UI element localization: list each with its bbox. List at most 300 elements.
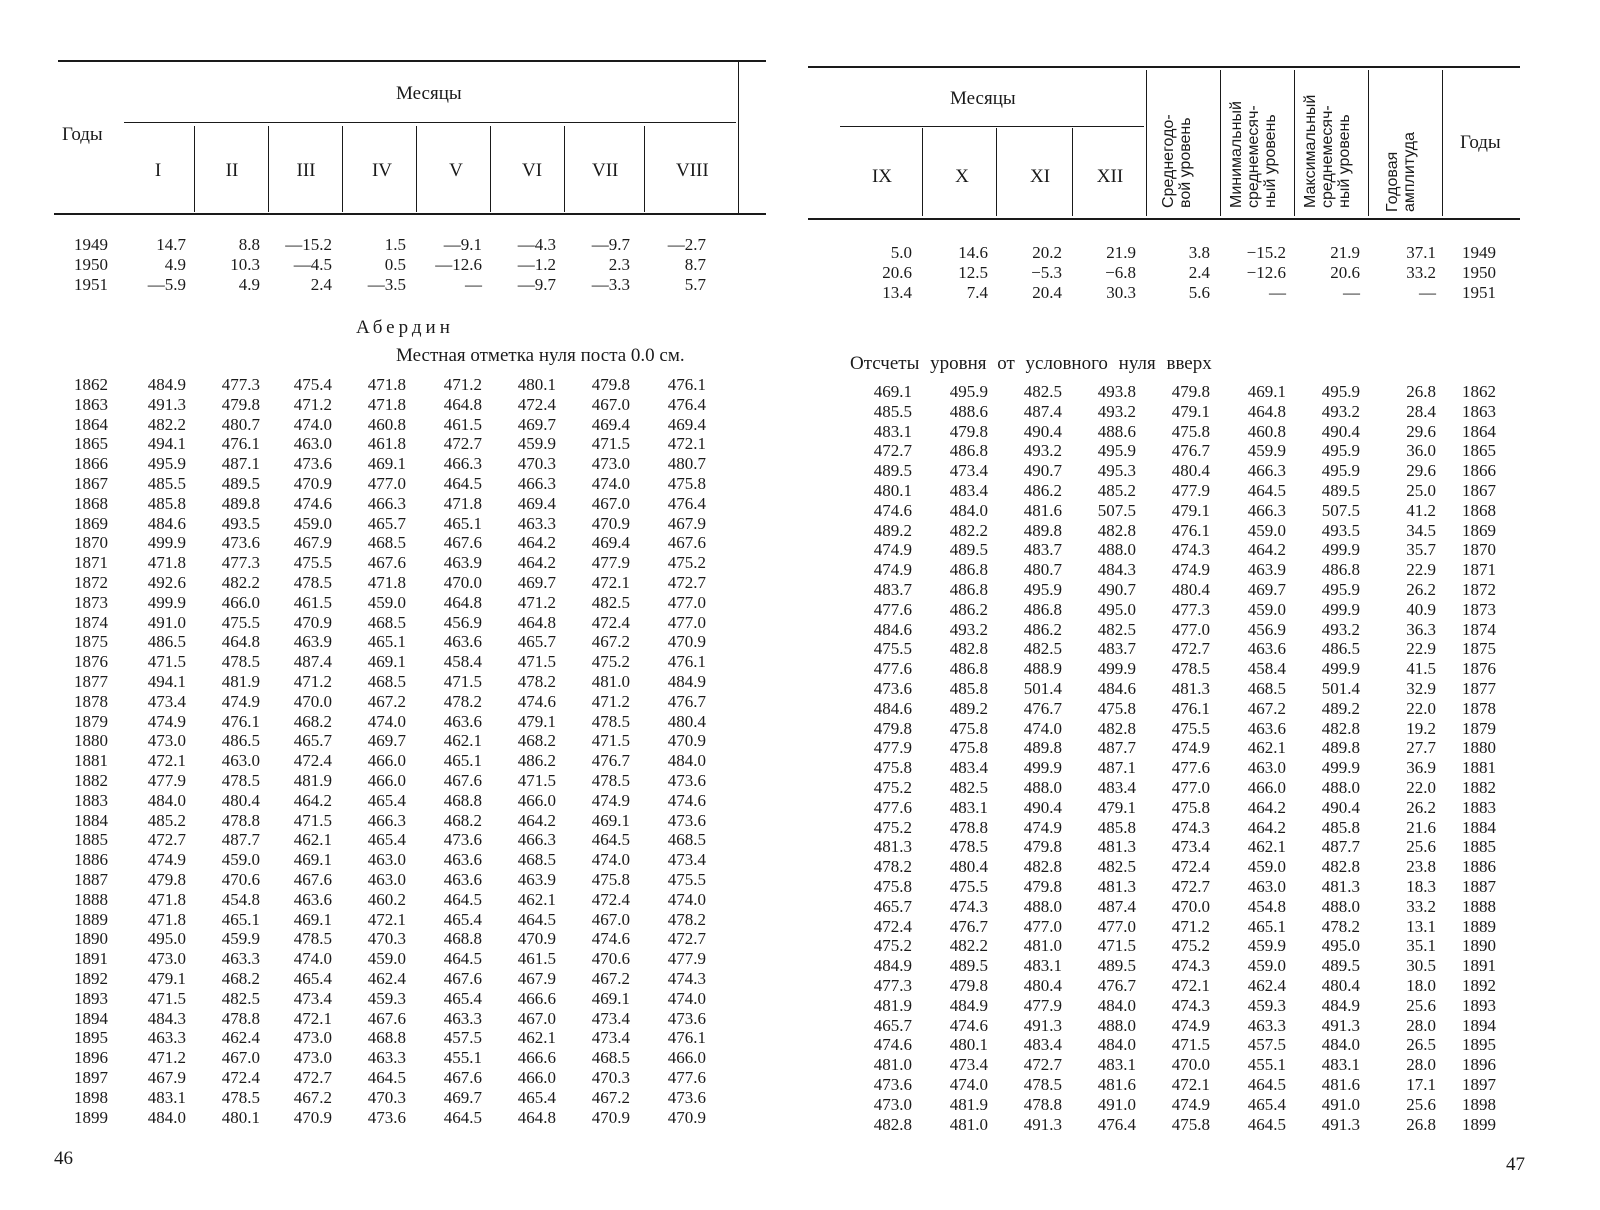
value-cell: 473.4 [591,1028,630,1048]
value-cell: 470.0 [443,573,482,592]
value-cell: 493.2 [1321,619,1360,639]
table-row [800,1016,1600,1036]
value-cell: —4.5 [293,254,332,274]
table-row [800,719,1600,739]
value-cell: 462.1 [1247,738,1286,758]
value-cell: 477.0 [667,612,706,632]
table-row [800,263,1600,283]
value-cell: −5.3 [1031,262,1062,282]
years-header: Годы [62,124,103,145]
value-cell: 493.2 [1023,441,1062,461]
value-cell: 473.4 [949,461,988,481]
table-row [0,672,800,692]
value-cell: 479.1 [1171,401,1210,421]
value-cell: 482.8 [1321,718,1360,738]
table-row [0,454,800,474]
value-cell: 474.9 [591,790,630,810]
value-cell: 463.9 [1247,560,1286,580]
value-cell: 34.5 [1406,520,1436,540]
year-cell: 1877 [1462,679,1496,698]
value-cell: 25.0 [1406,481,1436,500]
value-cell: 482.2 [147,414,186,434]
year-cell: 1870 [74,533,108,553]
year-cell: 1951 [74,274,108,294]
year-cell: 1882 [1462,778,1496,797]
value-cell: 468.2 [293,711,332,731]
value-cell: —2.7 [667,235,706,254]
value-cell: 474.9 [221,691,260,711]
value-cell: 20.6 [882,262,912,282]
value-cell: 471.2 [591,691,630,711]
value-cell: 464.5 [591,830,630,850]
value-cell: 483.7 [873,580,912,599]
value-cell: 478.8 [221,810,260,830]
value-cell: 469.1 [873,382,912,401]
value-cell: 476.7 [591,751,630,771]
table-row [800,857,1600,877]
value-cell: 32.9 [1406,679,1436,698]
value-cell: 486.2 [517,751,556,771]
header-vline [1294,70,1295,216]
value-cell: 486.5 [1321,639,1360,659]
value-cell: 465.1 [443,513,482,533]
value-cell: 454.8 [221,889,260,909]
value-cell: 493.5 [221,513,260,533]
value-cell: 499.9 [1321,599,1360,619]
value-cell: 472.4 [873,916,912,936]
value-cell: 474.0 [591,850,630,870]
value-cell: 466.6 [517,1048,556,1068]
year-cell: 1889 [1462,916,1496,936]
value-cell: 463.3 [367,1048,406,1068]
value-cell: 466.3 [367,810,406,830]
value-cell: 489.5 [1097,956,1136,976]
value-cell: 485.8 [1321,817,1360,837]
months-rule [124,122,736,123]
table-row [0,890,800,910]
value-cell: 463.6 [443,632,482,652]
page-number: 46 [54,1148,73,1169]
value-cell: 482.2 [221,573,260,592]
value-cell: 480.1 [517,375,556,394]
value-cell: 469.7 [517,573,556,592]
value-cell: 465.4 [443,988,482,1008]
value-cell: 463.3 [147,1028,186,1048]
amplitude-header: Годовая амплитуда [1384,131,1418,212]
table-row [800,917,1600,937]
value-cell: 485.8 [949,679,988,698]
value-cell: 475.2 [591,652,630,672]
year-cell: 1880 [74,731,108,751]
value-cell: 474.9 [1171,1015,1210,1035]
value-cell: 465.7 [873,896,912,916]
value-cell: 492.6 [147,573,186,592]
value-cell: 467.6 [293,870,332,889]
value-cell: 469.1 [367,454,406,474]
year-cell: 1873 [1462,599,1496,619]
value-cell: 488.0 [1097,540,1136,560]
table-row [0,929,800,949]
value-cell: 459.0 [367,949,406,969]
value-cell: 459.0 [1247,520,1286,540]
value-cell: 14.6 [958,243,988,262]
table-row [0,692,800,712]
value-cell: —9.7 [591,235,630,254]
value-cell: 457.5 [1247,1035,1286,1055]
value-cell: 482.8 [873,1114,912,1134]
value-cell: 479.8 [1171,382,1210,401]
value-cell: 476.1 [221,711,260,731]
value-cell: 476.1 [667,375,706,394]
value-cell: — [1419,282,1436,302]
value-cell: —4.3 [517,235,556,254]
value-cell: 486.8 [1023,599,1062,619]
value-cell: 477.6 [667,1068,706,1087]
value-cell: 480.7 [667,454,706,474]
value-cell: 463.3 [1247,1015,1286,1035]
year-cell: 1874 [74,612,108,632]
value-cell: 468.5 [367,533,406,553]
value-cell: 499.9 [1321,758,1360,778]
table-row [800,243,1600,263]
value-cell: 473.6 [667,771,706,790]
header-vline [342,126,343,212]
value-cell: 459.0 [1247,599,1286,619]
table-row [0,375,800,395]
value-cell: 482.5 [1023,382,1062,401]
value-cell: 465.4 [1247,1094,1286,1114]
value-cell: 463.3 [517,513,556,533]
value-cell: 472.1 [591,573,630,592]
value-cell: 507.5 [1321,500,1360,520]
value-cell: 476.4 [667,394,706,414]
table-row [0,533,800,553]
value-cell: 479.1 [1097,797,1136,817]
value-cell: 476.7 [1171,441,1210,461]
value-cell: 499.9 [1097,659,1136,679]
year-cell: 1898 [1462,1094,1496,1114]
value-cell: 464.2 [1247,540,1286,560]
value-cell: 478.5 [1023,1075,1062,1094]
value-cell: 10.3 [230,254,260,274]
value-cell: 471.2 [517,592,556,612]
value-cell: 469.7 [367,731,406,751]
value-cell: 471.5 [1171,1035,1210,1055]
table-row [800,620,1600,640]
value-cell: 475.8 [873,877,912,896]
value-cell: 493.5 [1321,520,1360,540]
value-cell: 473.6 [367,1107,406,1127]
value-cell: 475.5 [221,612,260,632]
value-cell: 478.8 [221,1008,260,1028]
value-cell: 463.6 [1247,639,1286,659]
value-cell: 469.7 [443,1087,482,1107]
value-cell: 482.8 [1321,857,1360,877]
table-row [800,659,1600,679]
value-cell: 465.7 [367,513,406,533]
table-row [0,255,800,275]
year-cell: 1898 [74,1087,108,1107]
value-cell: 470.3 [367,1087,406,1107]
value-cell: 479.8 [949,421,988,441]
header-bottom-rule [808,218,1520,220]
value-cell: 36.9 [1406,758,1436,778]
value-cell: 473.4 [293,988,332,1008]
value-cell: 467.9 [517,969,556,988]
value-cell: 470.9 [293,474,332,493]
value-cell: 35.1 [1406,936,1436,956]
value-cell: 473.4 [667,850,706,870]
table-row [800,798,1600,818]
value-cell: 482.2 [949,520,988,540]
value-cell: 473.0 [147,731,186,751]
year-cell: 1884 [1462,817,1496,837]
year-cell: 1872 [74,573,108,592]
value-cell: 501.4 [1321,679,1360,698]
value-cell: 475.2 [667,553,706,573]
value-cell: 35.7 [1406,540,1436,560]
value-cell: 469.1 [293,909,332,929]
year-cell: 1865 [74,434,108,454]
value-cell: 481.0 [591,672,630,691]
value-cell: 474.3 [1171,956,1210,976]
value-cell: 463.6 [1247,718,1286,738]
value-cell: 468.5 [367,612,406,632]
month-header-VII: VII [592,160,619,181]
value-cell: 474.9 [873,540,912,560]
table-row [0,811,800,831]
value-cell: 477.0 [1171,619,1210,639]
value-cell: 484.0 [949,500,988,520]
year-cell: 1895 [1462,1035,1496,1055]
value-cell: 473.6 [873,679,912,698]
value-cell: 477.9 [1023,995,1062,1015]
value-cell: 482.8 [1023,857,1062,877]
year-cell: 1892 [1462,976,1496,995]
value-cell: 488.0 [1321,778,1360,797]
value-cell: 475.8 [1171,797,1210,817]
value-cell: 471.2 [293,672,332,691]
value-cell: 487.1 [221,454,260,474]
year-cell: 1878 [1462,698,1496,718]
table-row [0,751,800,771]
table-row [0,395,800,415]
value-cell: 26.8 [1406,1114,1436,1134]
value-cell: 485.8 [147,493,186,513]
value-cell: 469.1 [293,850,332,870]
value-cell: —9.7 [517,274,556,294]
year-cell: 1892 [74,969,108,988]
value-cell: 479.8 [221,394,260,414]
top-rule [58,60,766,62]
value-cell: 28.0 [1406,1055,1436,1075]
year-cell: 1896 [74,1048,108,1068]
value-cell: 485.8 [1097,817,1136,837]
value-cell: 483.4 [949,481,988,500]
year-cell: 1885 [1462,837,1496,857]
value-cell: 464.5 [1247,481,1286,500]
value-cell: 455.1 [443,1048,482,1068]
value-cell: 472.7 [667,929,706,949]
value-cell: 18.3 [1406,877,1436,896]
value-cell: 474.9 [1171,1094,1210,1114]
value-cell: 462.1 [517,1028,556,1048]
value-cell: 488.9 [1023,659,1062,679]
value-cell: 33.2 [1406,896,1436,916]
table-row [800,897,1600,917]
value-cell: 484.6 [1097,679,1136,698]
value-cell: 477.3 [221,375,260,394]
year-cell: 1888 [74,889,108,909]
value-cell: 489.5 [1321,956,1360,976]
value-cell: 487.7 [1097,738,1136,758]
value-cell: 471.5 [147,652,186,672]
month-header-IV: IV [371,160,393,181]
value-cell: 471.2 [443,375,482,394]
value-cell: 467.2 [591,632,630,652]
value-cell: 475.8 [949,718,988,738]
year-cell: 1862 [74,375,108,394]
table-row [0,275,800,295]
value-cell: 484.0 [147,1107,186,1127]
value-cell: 480.4 [1171,461,1210,481]
table-row [0,910,800,930]
value-cell: 495.9 [1321,382,1360,401]
value-cell: 489.5 [949,956,988,976]
reference-note: Отсчеты уровня от условного нуля вверх [850,353,1212,374]
value-cell: 493.2 [949,619,988,639]
value-cell: 467.6 [367,553,406,573]
value-cell: 475.2 [873,817,912,837]
value-cell: 475.8 [949,738,988,758]
value-cell: 478.2 [667,909,706,929]
value-cell: 25.6 [1406,1094,1436,1114]
value-cell: 491.0 [1321,1094,1360,1114]
value-cell: 482.8 [1097,520,1136,540]
table-row [0,632,800,652]
year-cell: 1899 [1462,1114,1496,1134]
value-cell: 465.1 [221,909,260,929]
value-cell: 21.6 [1406,817,1436,837]
value-cell: 41.2 [1406,500,1436,520]
value-cell: 477.9 [667,949,706,969]
value-cell: 480.4 [1171,580,1210,599]
value-cell: 477.3 [873,976,912,995]
value-cell: 467.9 [667,513,706,533]
table-row [800,956,1600,976]
value-cell: 491.3 [1023,1015,1062,1035]
value-cell: 474.9 [1023,817,1062,837]
value-cell: 463.6 [443,870,482,889]
value-cell: —9.1 [443,235,482,254]
value-cell: 493.2 [1321,401,1360,421]
value-cell: 474.0 [1023,718,1062,738]
value-cell: 490.7 [1023,461,1062,481]
value-cell: 483.1 [1023,956,1062,976]
value-cell: 472.7 [1023,1055,1062,1075]
value-cell: 464.2 [517,533,556,553]
value-cell: 483.7 [1097,639,1136,659]
year-cell: 1870 [1462,540,1496,560]
value-cell: 469.1 [591,810,630,830]
value-cell: 13.1 [1406,916,1436,936]
value-cell: 484.0 [1097,1035,1136,1055]
value-cell: −12.6 [1246,262,1286,282]
value-cell: 489.5 [873,461,912,481]
value-cell: 489.5 [1321,481,1360,500]
month-header-II: II [225,160,239,181]
value-cell: 464.5 [443,949,482,969]
value-cell: 469.4 [591,414,630,434]
value-cell: 499.9 [1321,540,1360,560]
value-cell: 499.9 [147,592,186,612]
value-cell: 468.8 [443,790,482,810]
year-cell: 1889 [74,909,108,929]
value-cell: 481.6 [1023,500,1062,520]
value-cell: 481.9 [949,1094,988,1114]
table-row [0,652,800,672]
month-header-XI: XI [1029,166,1051,187]
value-cell: 22.0 [1406,698,1436,718]
value-cell: 495.9 [1321,580,1360,599]
value-cell: 486.2 [1023,619,1062,639]
value-cell: 26.2 [1406,797,1436,817]
value-cell: 473.4 [949,1055,988,1075]
mean-level-header: Среднегодо- вой уровень [1160,114,1194,208]
value-cell: 26.5 [1406,1035,1436,1055]
value-cell: 489.8 [1023,520,1062,540]
year-cell: 1950 [74,254,108,274]
value-cell: 486.8 [949,659,988,679]
value-cell: 477.3 [221,553,260,573]
value-cell: 27.7 [1406,738,1436,758]
value-cell: 475.5 [667,870,706,889]
value-cell: 486.8 [1321,560,1360,580]
value-cell: 495.9 [1321,441,1360,461]
value-cell: 459.0 [293,513,332,533]
year-cell: 1863 [74,394,108,414]
year-cell: 1866 [74,454,108,474]
value-cell: 480.1 [221,1107,260,1127]
value-cell: 482.5 [1097,619,1136,639]
value-cell: 14.7 [156,235,186,254]
value-cell: 493.2 [1097,401,1136,421]
value-cell: 0.5 [384,254,406,274]
year-cell: 1881 [1462,758,1496,778]
value-cell: 472.4 [293,751,332,771]
value-cell: 477.6 [873,659,912,679]
value-cell: −6.8 [1105,262,1136,282]
value-cell: 472.7 [1171,877,1210,896]
value-cell: 473.4 [147,691,186,711]
value-cell: 472.7 [293,1068,332,1087]
value-cell: 475.4 [293,375,332,394]
value-cell: 475.2 [873,778,912,797]
value-cell: 467.6 [443,969,482,988]
header-vline [738,62,739,214]
table-row [0,791,800,811]
value-cell: 474.3 [1171,817,1210,837]
value-cell: 465.7 [293,731,332,751]
value-cell: 489.2 [1321,698,1360,718]
table-row [800,1095,1600,1115]
value-cell: 482.5 [949,778,988,797]
header-vline [996,128,997,216]
value-cell: 484.0 [147,790,186,810]
value-cell: 466.3 [443,454,482,474]
year-cell: 1896 [1462,1055,1496,1075]
value-cell: 20.4 [1032,282,1062,302]
